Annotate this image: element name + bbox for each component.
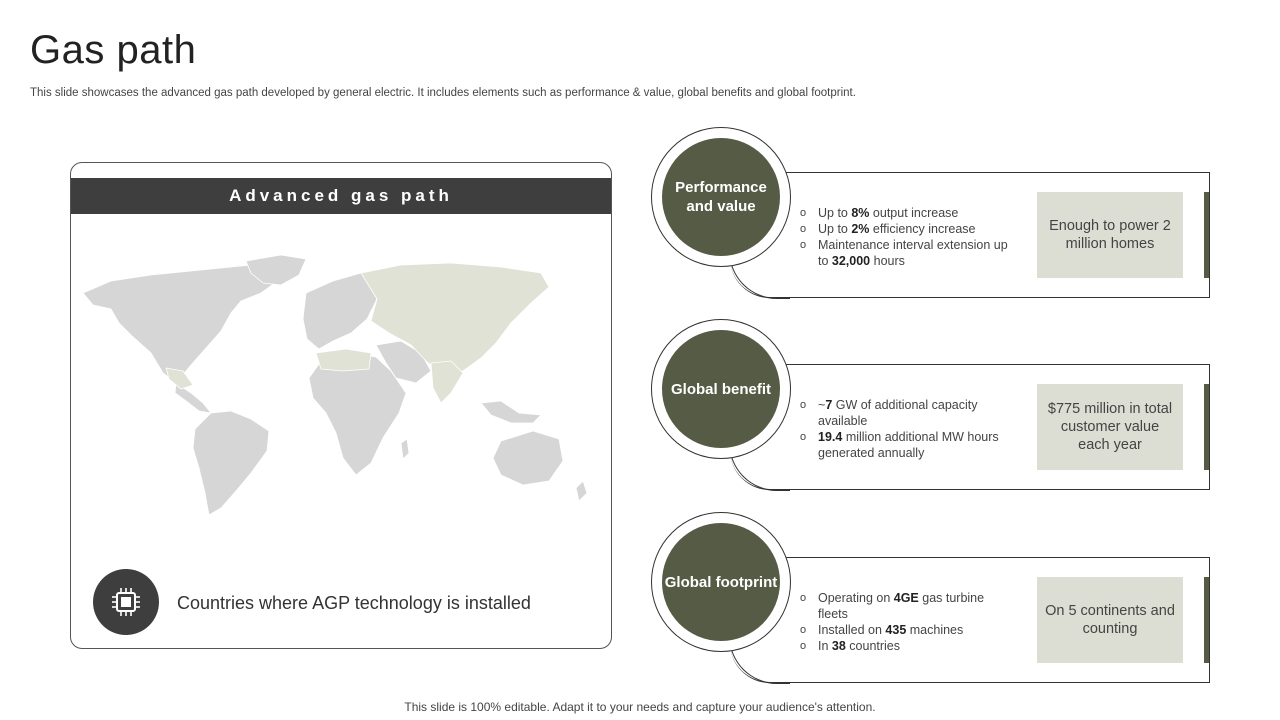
stat-box: Enough to power 2 million homes [1037, 192, 1183, 278]
map-header: Advanced gas path [71, 178, 611, 214]
map-caption: Countries where AGP technology is installed [177, 593, 531, 613]
map-new-zealand [576, 481, 587, 501]
bullet-item: o Maintenance interval extension up to 32,000 hours [800, 237, 1010, 269]
chip-icon [93, 569, 159, 635]
map-se-asia [481, 401, 541, 423]
map-south-america [193, 411, 269, 515]
stat-box: $775 million in total customer value each year [1037, 384, 1183, 470]
world-map [71, 253, 611, 533]
row-global-benefit [650, 319, 1210, 491]
row-global-footprint [650, 512, 1210, 684]
row-bullets [800, 397, 1010, 461]
map-mexico [166, 368, 193, 389]
stat-accent-bar [1204, 577, 1209, 663]
row-label: Performance and value [662, 138, 780, 256]
page-subtitle: This slide showcases the advanced gas path developed by general electric. It includes elements such as performance & value, global benefits and global footprint. [30, 87, 856, 99]
bullet-item: o Installed on 435 machines [800, 622, 1010, 638]
stat-accent-bar [1204, 192, 1209, 278]
footer-note: This slide is 100% editable. Adapt it to your needs and capture your audience's attention. [404, 700, 876, 714]
row-bullets [800, 590, 1010, 654]
row-label: Global benefit [662, 330, 780, 448]
bullet-item: o 19.4 million additional MW hours generated annually [800, 429, 1010, 461]
map-north-america [83, 263, 286, 383]
bullet-item: o Operating on 4GE gas turbine fleets [800, 590, 1010, 622]
page-title: Gas path [30, 28, 197, 72]
bullet-item: o ~7 GW of additional capacity available [800, 397, 1010, 429]
map-card [70, 162, 612, 649]
row-bullets [800, 205, 1010, 269]
map-madagascar [401, 439, 409, 459]
stat-accent-bar [1204, 384, 1209, 470]
map-australia [493, 431, 563, 485]
row-performance [650, 127, 1210, 299]
row-label: Global footprint [662, 523, 780, 641]
bullet-item: o Up to 8% output increase [800, 205, 1010, 221]
bullet-item: o In 38 countries [800, 638, 1010, 654]
map-north-africa [316, 349, 371, 371]
stat-box: On 5 continents and counting [1037, 577, 1183, 663]
bullet-item: o Up to 2% efficiency increase [800, 221, 1010, 237]
